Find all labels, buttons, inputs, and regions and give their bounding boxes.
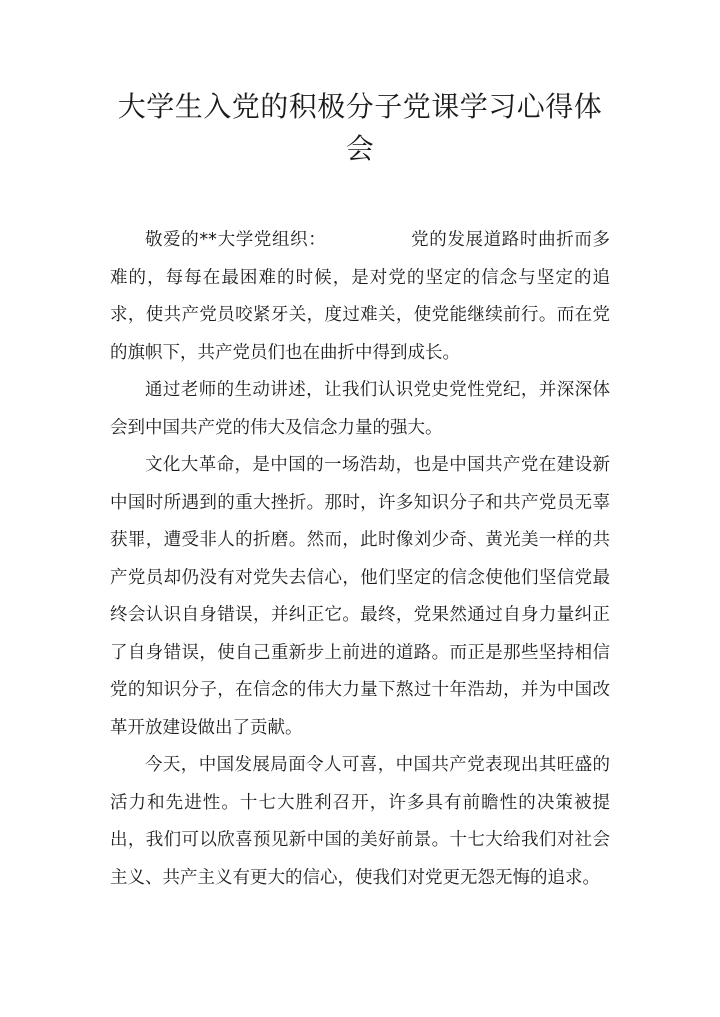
document-page [110, 86, 610, 897]
paragraph-1 [110, 222, 610, 372]
paragraph-1-text: 党的发展道路时曲折而多难的，每每在最困难的时候，是对党的坚定的信念与坚定的追求，使共产党员咬紧牙关，度过难关，使党能继续前行。而在党的旗帜下，共产党员们也在曲折中得到成长。 [110, 230, 611, 363]
document-title: 大学生入党的积极分子党课学习心得体会 [117, 90, 603, 165]
paragraph-3: 文化大革命，是中国的一场浩劫，也是中国共产党在建设新中国时所遇到的重大挫折。那时，许多知识分子和共产党员无辜获罪，遭受非人的折磨。然而，此时像刘少奇、黄光美一样的共产党员却仍没有对党失去信心，他们坚定的信念使他们坚信党最终会认识自身错误，并纠正它。最终，党果然通过自身力量纠正了自身错误，使自己重新步上前进的道路。而正是那些坚持相信党的知识分子，在信念的伟大力量下熬过十年浩劫，并为中国改革开放建设做出了贡献。 [110, 455, 610, 738]
salutation: 敬爱的**大学党组织： [145, 230, 327, 250]
paragraph-2: 通过老师的生动讲述，让我们认识党史党性党纪，并深深体会到中国共产党的伟大及信念力量的强大。 [110, 380, 610, 438]
paragraph-4: 今天，中国发展局面令人可喜，中国共产党表现出其旺盛的活力和先进性。十七大胜利召开，许多具有前瞻性的决策被提出，我们可以欣喜预见新中国的美好前景。十七大给我们对社会主义、共产主义有更大的信心，使我们对党更无怨无悔的追求。 [110, 755, 610, 888]
